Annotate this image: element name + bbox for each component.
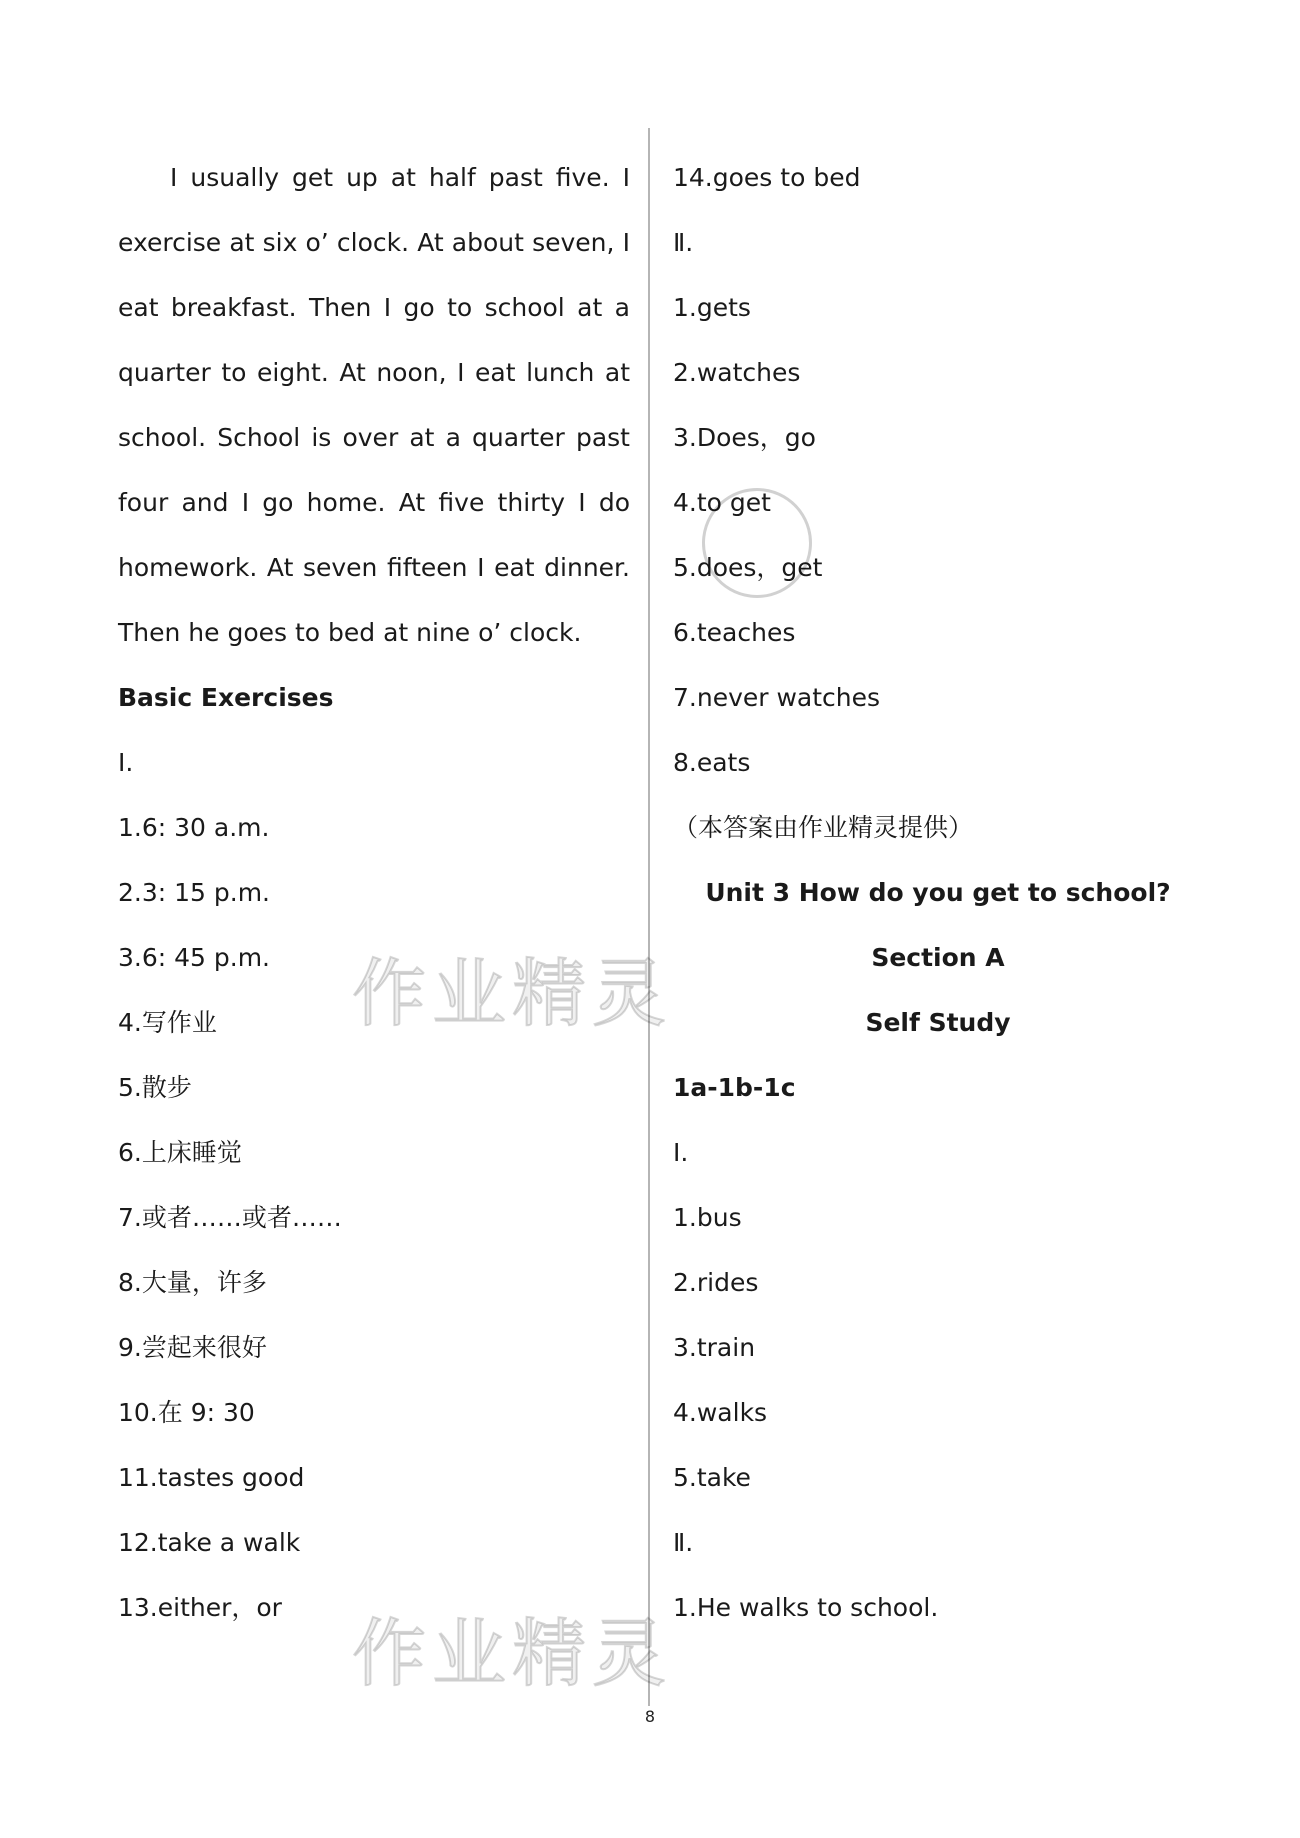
paragraph-line: exercise at six o’ clock. At about seven, I — [118, 228, 630, 257]
answer-item: 7.或者……或者…… — [118, 1203, 342, 1232]
paragraph-line: eat breakfast. Then I go to school at a — [118, 293, 630, 322]
answer-item: 14.goes to bed — [673, 163, 861, 192]
answer-item: 2.3: 15 p.m. — [118, 878, 271, 907]
answer-item: 10.在 9: 30 — [118, 1398, 255, 1427]
answer-item: 2.rides — [673, 1268, 759, 1297]
paragraph-line: school. School is over at a quarter past — [118, 423, 630, 452]
answer-item: 13.either，or — [118, 1593, 282, 1622]
section-heading: Basic Exercises — [118, 683, 334, 712]
answer-item: 1.gets — [673, 293, 751, 322]
column-divider — [648, 128, 650, 1706]
part-heading: 1a-1b-1c — [673, 1073, 796, 1102]
answer-item: 6.teaches — [673, 618, 796, 647]
answer-item: 7.never watches — [673, 683, 881, 712]
paragraph-line: I usually get up at half past five. I — [170, 163, 630, 192]
paragraph-line: quarter to eight. At noon, I eat lunch at — [118, 358, 630, 387]
answer-item: 4.walks — [673, 1398, 768, 1427]
answer-item: 11.tastes good — [118, 1463, 305, 1492]
section-title: Section A — [871, 943, 1005, 972]
answer-item: 5.散步 — [118, 1073, 192, 1102]
paragraph-line: four and I go home. At five thirty I do — [118, 488, 630, 517]
watermark: 作业精灵 — [352, 951, 672, 1037]
roman-numeral: Ⅰ. — [673, 1138, 689, 1167]
subsection-title: Self Study — [865, 1008, 1011, 1037]
source-note: （本答案由作业精灵提供） — [673, 813, 974, 842]
roman-numeral: Ⅰ. — [118, 748, 134, 777]
paragraph-line: Then he goes to bed at nine o’ clock. — [118, 618, 582, 647]
answer-item: 3.Does，go — [673, 423, 816, 452]
answer-item: 3.6: 45 p.m. — [118, 943, 271, 972]
answer-item: 12.take a walk — [118, 1528, 301, 1557]
answer-item: 1.bus — [673, 1203, 742, 1232]
roman-numeral: Ⅱ. — [673, 228, 694, 257]
answer-item: 1.He walks to school. — [673, 1593, 939, 1622]
watermark: 作业精灵 — [352, 1611, 672, 1697]
answer-item: 1.6: 30 a.m. — [118, 813, 270, 842]
answer-item: 5.take — [673, 1463, 751, 1492]
answer-item: 4.写作业 — [118, 1008, 217, 1037]
answer-item: 3.train — [673, 1333, 756, 1362]
answer-item: 9.尝起来很好 — [118, 1333, 267, 1362]
answer-item: 2.watches — [673, 358, 801, 387]
answer-item: 5.does，get — [673, 553, 823, 582]
answer-item: 6.上床睡觉 — [118, 1138, 242, 1167]
unit-title: Unit 3 How do you get to school? — [705, 878, 1171, 907]
roman-numeral: Ⅱ. — [673, 1528, 694, 1557]
answer-item: 8.eats — [673, 748, 751, 777]
answer-item: 4.to get — [673, 488, 771, 517]
answer-item: 8.大量，许多 — [118, 1268, 267, 1297]
page-number: 8 — [644, 1707, 656, 1726]
paragraph-line: homework. At seven fifteen I eat dinner. — [118, 553, 630, 582]
